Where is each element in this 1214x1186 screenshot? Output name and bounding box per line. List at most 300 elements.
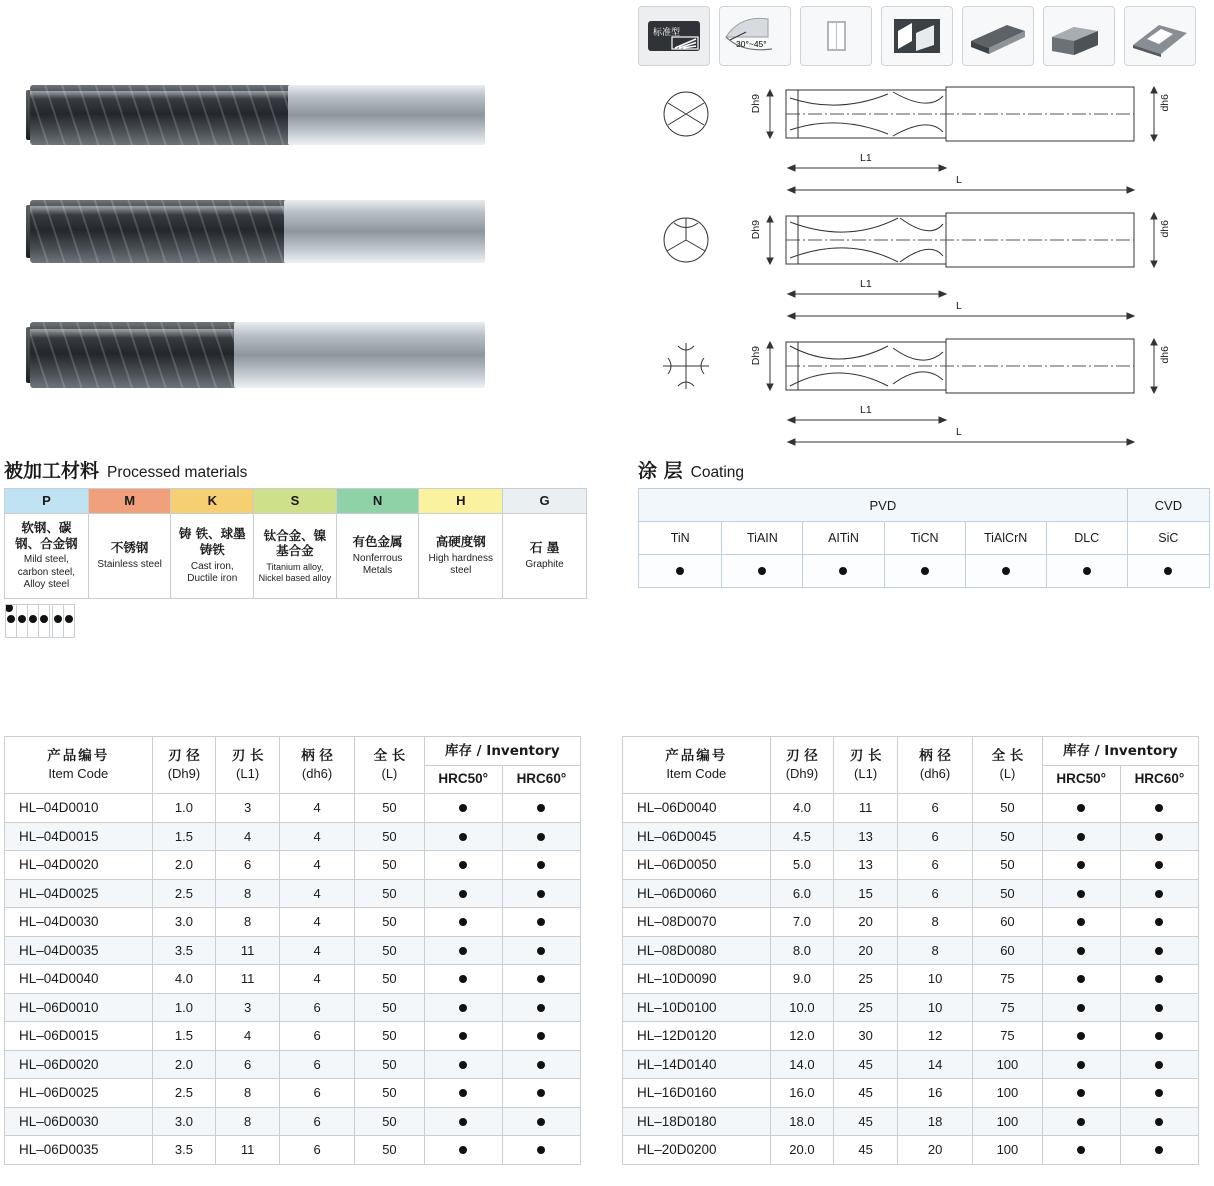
stock-dot (1077, 804, 1085, 812)
material-desc-g (503, 514, 587, 599)
cell-stock-hrc60 (1120, 1022, 1198, 1051)
table-row[interactable] (5, 879, 581, 908)
header-total-cn: 全 长 (373, 748, 406, 765)
header-shank-en: (dh6) (919, 766, 951, 782)
cell-shank-diameter: 4 (279, 822, 354, 851)
cell-cutting-length: 45 (834, 1079, 898, 1108)
header-dia-cn: 刃 径 (786, 748, 818, 765)
stock-dot (537, 833, 545, 841)
cell-total-length: 100 (973, 1136, 1042, 1165)
material-support-k (27, 604, 38, 637)
cell-stock-hrc50 (1042, 993, 1120, 1022)
support-dot (40, 615, 48, 623)
stock-dot (1155, 1089, 1163, 1097)
material-name-cn-k: 铸 铁、球墨铸铁 (178, 526, 246, 557)
coating-support-tin (639, 555, 722, 588)
material-support-row (5, 604, 13, 612)
header-code-cn: 产品编号 (47, 748, 110, 765)
header-hrc60: HRC60° (502, 765, 580, 794)
support-dot (65, 615, 73, 623)
support-dot (18, 615, 26, 623)
cell-stock-hrc50 (1042, 1079, 1120, 1108)
dim-l1-1: L1 (860, 152, 872, 164)
dim-l-1: L (956, 174, 962, 186)
stock-dot (1077, 947, 1085, 955)
header-shank-diameter (279, 737, 354, 794)
cell-item-code: HL–10D0100 (623, 993, 771, 1022)
cell-stock-hrc60 (1120, 822, 1198, 851)
table-row[interactable] (623, 851, 1199, 880)
shank-section (284, 200, 485, 263)
svg-text:标准型: 标准型 (653, 28, 681, 38)
stock-dot (459, 1004, 467, 1012)
header-shank-en: (dh6) (301, 766, 333, 782)
cell-item-code: HL–04D0025 (5, 879, 153, 908)
cell-cutting-diameter: 2.5 (152, 1079, 216, 1108)
coating-name-sic: SiC (1127, 522, 1209, 555)
cell-cutting-length: 8 (216, 1107, 280, 1136)
stock-dot (459, 947, 467, 955)
header-len-en: (L1) (236, 766, 260, 782)
stock-dot (459, 1061, 467, 1069)
cell-cutting-length: 8 (216, 879, 280, 908)
table-row[interactable] (5, 1022, 581, 1051)
header-item-code (5, 737, 153, 794)
coating-support-altin (803, 555, 884, 588)
dim-dh6-2: dh6 (1159, 220, 1171, 238)
stock-dot (1077, 1004, 1085, 1012)
coating-heading (638, 456, 744, 483)
cell-stock-hrc50 (1042, 879, 1120, 908)
material-name-en-m: Stainless steel (97, 559, 162, 571)
cell-total-length: 50 (355, 794, 424, 823)
cell-cutting-diameter: 7.0 (770, 908, 834, 937)
pocket-milling-icon (1124, 6, 1196, 66)
table-row[interactable] (623, 1022, 1199, 1051)
cell-item-code: HL–06D0040 (623, 794, 771, 823)
cell-item-code: HL–06D0030 (5, 1107, 153, 1136)
cell-cutting-diameter: 10.0 (770, 993, 834, 1022)
stock-dot (1155, 1118, 1163, 1126)
cell-item-code: HL–08D0070 (623, 908, 771, 937)
material-name-cn-p: 软钢、碳钢、合金钢 (15, 520, 78, 551)
table-row[interactable] (5, 965, 581, 994)
cell-shank-diameter: 4 (279, 851, 354, 880)
cell-cutting-length: 11 (216, 965, 280, 994)
table-row[interactable] (623, 908, 1199, 937)
cell-stock-hrc60 (1120, 993, 1198, 1022)
table-row[interactable] (623, 1136, 1199, 1165)
highlight (30, 329, 238, 338)
product-table-left (4, 736, 581, 1165)
header-len-en: (L1) (854, 766, 878, 782)
stock-dot (459, 975, 467, 983)
cell-item-code: HL–04D0010 (5, 794, 153, 823)
header-cutting-length (216, 737, 280, 794)
table-row[interactable] (623, 794, 1199, 823)
cell-stock-hrc60 (502, 936, 580, 965)
cell-stock-hrc50 (424, 908, 502, 937)
product-photo-3-flute (30, 200, 485, 263)
cell-shank-diameter: 4 (279, 879, 354, 908)
cell-shank-diameter: 6 (279, 1079, 354, 1108)
table-row[interactable] (5, 794, 581, 823)
stock-dot (459, 1032, 467, 1040)
table-row[interactable] (623, 1050, 1199, 1079)
cell-cutting-diameter: 16.0 (770, 1079, 834, 1108)
stock-dot (1155, 804, 1163, 812)
cell-cutting-length: 25 (834, 965, 898, 994)
product-header-row (5, 737, 581, 766)
cell-shank-diameter: 6 (279, 1107, 354, 1136)
cell-stock-hrc60 (502, 879, 580, 908)
cell-shank-diameter: 4 (279, 794, 354, 823)
cell-cutting-diameter: 2.0 (152, 851, 216, 880)
table-row[interactable] (623, 965, 1199, 994)
cell-shank-diameter: 16 (897, 1079, 972, 1108)
cell-cutting-length: 8 (216, 908, 280, 937)
stock-dot (1077, 1032, 1085, 1040)
square-end-icon (800, 6, 872, 66)
stock-dot (537, 861, 545, 869)
cell-total-length: 50 (355, 1136, 424, 1165)
material-support-m (16, 604, 27, 637)
material-code-k: K (171, 489, 254, 514)
cell-cutting-diameter: 18.0 (770, 1107, 834, 1136)
cell-cutting-diameter: 3.0 (152, 1107, 216, 1136)
header-dia-en: (Dh9) (785, 766, 819, 782)
dim-dh6-1: dh6 (1159, 94, 1171, 112)
product-table-right (622, 736, 1199, 1165)
cell-shank-diameter: 4 (279, 965, 354, 994)
cell-total-length: 100 (973, 1107, 1042, 1136)
cell-total-length: 50 (355, 879, 424, 908)
dim-dh9-2: Dh9 (750, 220, 762, 240)
coating-group-pvd: PVD (639, 489, 1128, 522)
cell-stock-hrc50 (1042, 1022, 1120, 1051)
cell-total-length: 50 (973, 794, 1042, 823)
cell-cutting-diameter: 6.0 (770, 879, 834, 908)
material-name-cn-n: 有色金属 (352, 534, 403, 550)
header-cutting-diameter (152, 737, 216, 794)
stock-dot (1077, 861, 1085, 869)
material-code-g: G (503, 489, 587, 514)
cell-total-length: 75 (973, 1022, 1042, 1051)
stock-dot (537, 1061, 545, 1069)
coating-support-row (639, 555, 1210, 588)
header-cutting-diameter (770, 737, 834, 794)
cell-stock-hrc50 (424, 1079, 502, 1108)
cell-total-length: 50 (355, 993, 424, 1022)
dim-dh9-1: Dh9 (750, 94, 762, 114)
material-support-p (5, 604, 16, 637)
cell-item-code: HL–06D0010 (5, 993, 153, 1022)
cell-total-length: 50 (355, 822, 424, 851)
stock-dot (1155, 947, 1163, 955)
stock-dot (1155, 890, 1163, 898)
table-row[interactable] (5, 936, 581, 965)
standard-type-icon (638, 6, 710, 66)
material-desc-h (419, 514, 503, 599)
table-row[interactable] (5, 993, 581, 1022)
table-row[interactable] (5, 822, 581, 851)
support-dot (676, 567, 684, 575)
cell-item-code: HL–18D0180 (623, 1107, 771, 1136)
highlight (30, 91, 292, 99)
cell-item-code: HL–16D0160 (623, 1079, 771, 1108)
header-total-cn: 全 长 (991, 748, 1024, 765)
material-code-row (5, 489, 587, 514)
table-row[interactable] (5, 1050, 581, 1079)
material-name-cn-h: 高硬度钢 (435, 534, 486, 550)
cell-stock-hrc50 (424, 993, 502, 1022)
stock-dot (1155, 833, 1163, 841)
header-total-en: (L) (999, 766, 1016, 782)
cell-shank-diameter: 6 (897, 822, 972, 851)
materials-title-cn: 被加工材料 (4, 460, 100, 482)
stock-dot (459, 1146, 467, 1154)
table-row[interactable] (623, 822, 1199, 851)
cell-stock-hrc50 (1042, 794, 1120, 823)
material-code-m: M (88, 489, 171, 514)
cell-total-length: 75 (973, 993, 1042, 1022)
cell-stock-hrc60 (1120, 879, 1198, 908)
cell-shank-diameter: 6 (279, 1136, 354, 1165)
cell-total-length: 50 (355, 1050, 424, 1079)
cell-stock-hrc50 (1042, 1136, 1120, 1165)
cell-stock-hrc60 (1120, 908, 1198, 937)
cell-shank-diameter: 10 (897, 965, 972, 994)
cell-stock-hrc50 (1042, 851, 1120, 880)
material-code-h: H (419, 489, 503, 514)
cell-shank-diameter: 6 (897, 794, 972, 823)
stock-dot (537, 1032, 545, 1040)
stock-dot (459, 1089, 467, 1097)
stock-dot (459, 890, 467, 898)
stock-dot (537, 1146, 545, 1154)
cell-cutting-length: 11 (216, 1136, 280, 1165)
cell-shank-diameter: 6 (279, 993, 354, 1022)
material-desc-s (254, 514, 337, 599)
stock-dot (1155, 1146, 1163, 1154)
stock-dot (537, 804, 545, 812)
support-dot (1164, 567, 1172, 575)
cell-cutting-length: 15 (834, 879, 898, 908)
cell-stock-hrc50 (1042, 1107, 1120, 1136)
header-shank-diameter (897, 737, 972, 794)
cell-stock-hrc60 (502, 1107, 580, 1136)
stock-dot (1155, 1004, 1163, 1012)
cell-stock-hrc50 (424, 936, 502, 965)
cell-stock-hrc50 (424, 822, 502, 851)
stock-dot (459, 1118, 467, 1126)
cell-cutting-diameter: 14.0 (770, 1050, 834, 1079)
cell-total-length: 50 (355, 851, 424, 880)
material-support-g (63, 604, 74, 637)
support-dot (7, 615, 15, 623)
material-desc-p (5, 514, 89, 599)
cell-stock-hrc60 (1120, 936, 1198, 965)
cell-item-code: HL–06D0020 (5, 1050, 153, 1079)
cell-item-code: HL–12D0120 (623, 1022, 771, 1051)
header-len-cn: 刃 长 (231, 748, 264, 765)
cell-cutting-length: 6 (216, 851, 280, 880)
stock-dot (1155, 1032, 1163, 1040)
cell-stock-hrc60 (1120, 965, 1198, 994)
stock-dot (537, 918, 545, 926)
cell-total-length: 50 (973, 822, 1042, 851)
table-row[interactable] (5, 1136, 581, 1165)
cell-stock-hrc60 (502, 851, 580, 880)
stock-dot (459, 918, 467, 926)
table-row[interactable] (5, 1079, 581, 1108)
cell-item-code: HL–04D0020 (5, 851, 153, 880)
material-desc-n (336, 514, 419, 599)
coating-name-altin: AITiN (803, 522, 884, 555)
svg-text:30°~45°: 30°~45° (736, 39, 767, 49)
cell-shank-diameter: 18 (897, 1107, 972, 1136)
support-dot (1083, 567, 1091, 575)
cell-cutting-length: 20 (834, 936, 898, 965)
header-len-cn: 刃 长 (849, 748, 882, 765)
header-item-code (623, 737, 771, 794)
cell-stock-hrc50 (424, 1022, 502, 1051)
cell-total-length: 50 (355, 1022, 424, 1051)
material-name-en-h: High hardness steel (428, 552, 493, 577)
cell-cutting-length: 6 (216, 1050, 280, 1079)
table-row[interactable] (5, 908, 581, 937)
cell-cutting-length: 45 (834, 1050, 898, 1079)
table-row[interactable] (623, 1079, 1199, 1108)
cell-total-length: 100 (973, 1050, 1042, 1079)
cell-total-length: 50 (355, 965, 424, 994)
dim-dh6-3: dh6 (1159, 346, 1171, 364)
header-code-cn: 产品编号 (665, 748, 728, 765)
material-name-en-k: Cast iron, Ductile iron (187, 560, 238, 585)
cell-total-length: 50 (355, 936, 424, 965)
cell-stock-hrc60 (1120, 1050, 1198, 1079)
cell-item-code: HL–08D0080 (623, 936, 771, 965)
coating-name-dlc: DLC (1046, 522, 1127, 555)
stock-dot (1155, 1061, 1163, 1069)
cell-cutting-length: 30 (834, 1022, 898, 1051)
cell-stock-hrc50 (424, 794, 502, 823)
cell-cutting-length: 11 (834, 794, 898, 823)
stock-dot (537, 947, 545, 955)
header-dia-cn: 刃 径 (168, 748, 200, 765)
cell-cutting-diameter: 1.0 (152, 993, 216, 1022)
header-inventory-label: 库存 / Inventory (444, 742, 560, 759)
shoulder-milling-icon (1043, 6, 1115, 66)
cell-item-code: HL–04D0015 (5, 822, 153, 851)
table-row[interactable] (5, 851, 581, 880)
material-name-en-s: Titanium alloy, Nickel based alloy (258, 561, 332, 584)
material-support-h (52, 604, 63, 637)
support-dot (54, 615, 62, 623)
cell-total-length: 100 (973, 1079, 1042, 1108)
coating-name-tialcrn: TiAlCrN (965, 522, 1046, 555)
cell-cutting-length: 4 (216, 1022, 280, 1051)
dim-l-2: L (956, 300, 962, 312)
feature-icon-row (638, 6, 1196, 66)
header-inventory (424, 737, 580, 766)
cell-stock-hrc60 (502, 1079, 580, 1108)
cell-shank-diameter: 6 (279, 1022, 354, 1051)
stock-dot (537, 1089, 545, 1097)
material-code-n: N (336, 489, 419, 514)
cell-shank-diameter: 4 (279, 936, 354, 965)
flute-section (30, 85, 292, 145)
cell-stock-hrc60 (502, 965, 580, 994)
cell-cutting-length: 20 (834, 908, 898, 937)
materials-title-en: Processed materials (107, 464, 248, 481)
cell-stock-hrc60 (1120, 1079, 1198, 1108)
stock-dot (1155, 861, 1163, 869)
cell-cutting-length: 8 (216, 1079, 280, 1108)
product-header-row (623, 737, 1199, 766)
cell-shank-diameter: 6 (897, 879, 972, 908)
stock-dot (459, 833, 467, 841)
cell-stock-hrc50 (424, 851, 502, 880)
cell-item-code: HL–20D0200 (623, 1136, 771, 1165)
stock-dot (1077, 890, 1085, 898)
cell-total-length: 50 (355, 1079, 424, 1108)
cell-stock-hrc50 (1042, 965, 1120, 994)
header-total-en: (L) (381, 766, 398, 782)
material-desc-k (171, 514, 254, 599)
cell-shank-diameter: 6 (279, 1050, 354, 1079)
cell-item-code: HL–10D0090 (623, 965, 771, 994)
cell-cutting-length: 4 (216, 822, 280, 851)
table-row[interactable] (623, 993, 1199, 1022)
cell-cutting-diameter: 2.5 (152, 879, 216, 908)
coating-table (638, 488, 1210, 588)
dim-dh9-3: Dh9 (750, 346, 762, 366)
material-name-en-n: Nonferrous Metals (352, 552, 403, 577)
table-row[interactable] (5, 1107, 581, 1136)
flute-section (30, 322, 238, 388)
cell-cutting-diameter: 4.0 (152, 965, 216, 994)
coating-group-row (639, 489, 1210, 522)
helix-angle-icon (719, 6, 791, 66)
cell-cutting-diameter: 1.0 (152, 794, 216, 823)
cell-stock-hrc50 (1042, 908, 1120, 937)
support-dot (758, 567, 766, 575)
table-row[interactable] (623, 936, 1199, 965)
table-row[interactable] (623, 879, 1199, 908)
stock-dot (459, 861, 467, 869)
coating-name-tialn: TiAIN (722, 522, 803, 555)
cell-item-code: HL–04D0035 (5, 936, 153, 965)
cell-cutting-diameter: 5.0 (770, 851, 834, 880)
stock-dot (1155, 918, 1163, 926)
cell-stock-hrc60 (502, 908, 580, 937)
cell-total-length: 50 (973, 879, 1042, 908)
support-dot (921, 567, 929, 575)
cell-shank-diameter: 8 (897, 936, 972, 965)
cell-stock-hrc60 (502, 1136, 580, 1165)
stock-dot (1077, 975, 1085, 983)
stock-dot (1155, 975, 1163, 983)
table-row[interactable] (623, 1107, 1199, 1136)
cell-shank-diameter: 12 (897, 1022, 972, 1051)
coating-name-ticn: TiCN (884, 522, 965, 555)
cell-item-code: HL–04D0030 (5, 908, 153, 937)
cell-cutting-length: 13 (834, 822, 898, 851)
cell-item-code: HL–06D0015 (5, 1022, 153, 1051)
cell-cutting-length: 11 (216, 936, 280, 965)
cell-stock-hrc50 (1042, 1050, 1120, 1079)
